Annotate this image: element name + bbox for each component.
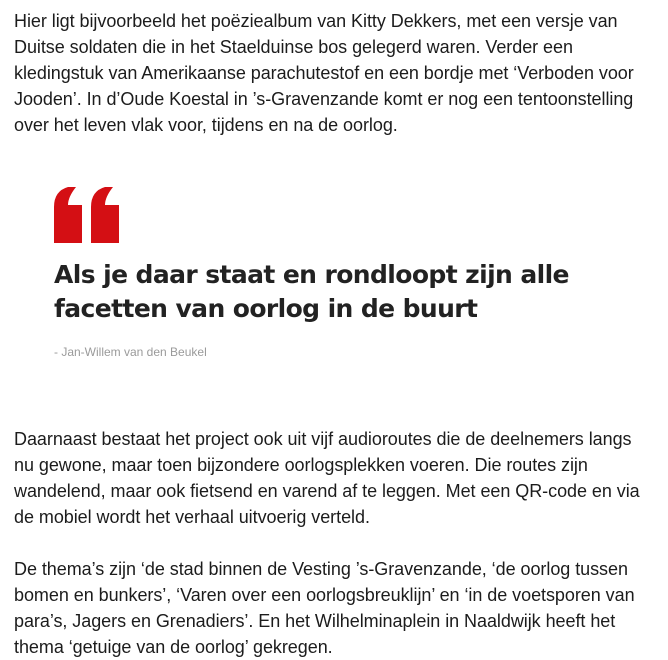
quote-marks-icon: [54, 187, 120, 243]
pull-quote-text: Als je daar staat en rondloopt zijn alle facetten van oorlog in de buurt: [54, 260, 569, 323]
article-paragraph-1: Hier ligt bijvoorbeeld het poëziealbum van Kitty Dekkers, met een versje van Duitse soldaten die in het Staelduinse bos gelegerd waren. Verder een kledingstuk van Amerikaanse parachutestof en een bordje met ‘Verboden voor Jooden’. In d’Oude Koestal in ’s-Gravenzande komt er nog een tentoonstelling over het leven vlak voor, tijdens en na de oorlog.: [14, 11, 634, 135]
article-paragraph-3: De thema’s zijn ‘de stad binnen de Vesting ’s-Gravenzande, ‘de oorlog tussen bomen en bunkers’, ‘Varen over een oorlogsbreuklijn’ en ‘in de voetsporen van para’s, Jagers en Grenadiers’. En het Wilhelminaplein in Naaldwijk heeft het thema ‘getuige van de oorlog’ gekregen.: [14, 559, 635, 657]
quote-mark-left: [54, 187, 82, 243]
pull-quote-author: - Jan-Willem van den Beukel: [54, 345, 207, 359]
article-body: [14, 8, 654, 660]
quote-mark-right: [91, 187, 119, 243]
article-paragraph-2: Daarnaast bestaat het project ook uit vijf audioroutes die de deelnemers langs nu gewone, maar toen bijzondere oorlogsplekken voeren. Die routes zijn wandelend, maar ook fietsend en varend af te leggen. Met een QR-code en via de mobiel wordt het verhaal uitvoerig verteld.: [14, 429, 640, 527]
pull-quote: [14, 138, 654, 426]
